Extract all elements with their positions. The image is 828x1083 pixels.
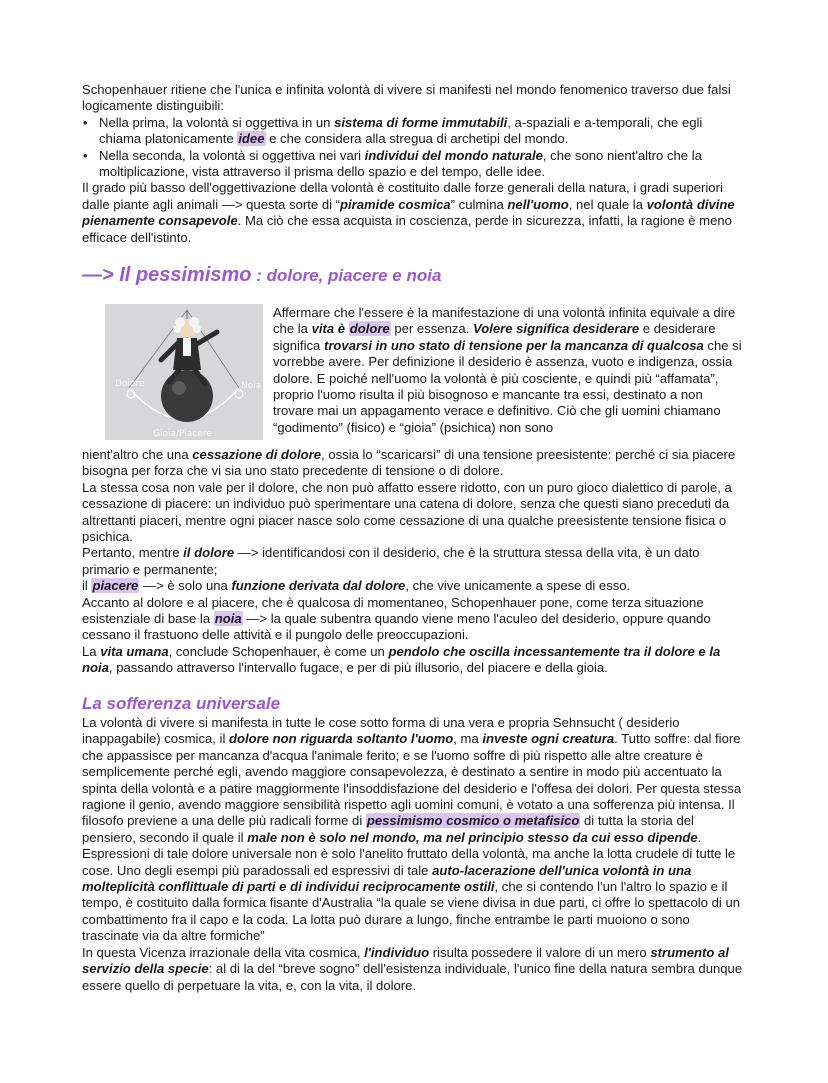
pendulum-illustration bbox=[105, 304, 263, 440]
pendulum-drawing bbox=[105, 304, 263, 440]
list-item: • Nella seconda, la volontà si oggettiva nei vari individui del mondo naturale, che sono nient'altro che la moltiplicazione, vista attraverso il prisma dello spazio e del tempo, delle idee. bbox=[82, 148, 744, 181]
objectification-list bbox=[82, 115, 744, 181]
highlight-piacere: piacere bbox=[92, 578, 139, 594]
highlight-idee: idee bbox=[238, 131, 265, 147]
boredom-paragraph: Accanto al dolore e al piacere, che è qualcosa di momentaneo, Schopenhauer pone, come terza situazione esistenziale di base la noia —> la quale subentra quando viene meno l'aculeo del desiderio, oppure quando cessano il frastuono delle attività e il pungolo delle preoccupazioni. bbox=[82, 594, 711, 643]
therefore-paragraph: Pertanto, mentre il dolore —> identificandosi con il desiderio, che è la struttura stessa della vita, è un dato primario e permanente; bbox=[82, 545, 700, 577]
label-noia: Noia bbox=[241, 381, 262, 391]
highlight-noia: noia bbox=[214, 611, 242, 627]
desire-paragraph: Affermare che l'essere è la manifestazione di una volontà infinita equivale a dire che la vita è dolore per essenza. Volere significa desiderare e desiderare significa trovarsi in uno stato di tensione per la mancanza di qualcosa che si vorrebbe avere. Per definizione il desiderio è assenza, vuoto e indigenza, ossia dolore. E poiché nell'uomo la volontà è più cosciente, e quindi più “affamata”, proprio l'uomo risulta il più bisognoso e mancante tra essi, destinato a non trovare mai un appagamento verace e definitivo. Ciò che gli uomini chiamano “godimento” (fisico) e “gioia” (psichica) non sono bbox=[273, 305, 742, 435]
cosmic-pyramid-paragraph: Il grado più basso dell'oggettivazione della volontà è costituito dalle forze generali della natura, i gradi superiori dalle piante agli animali —> questa sorte di “piramide cosmica” culmina nell'uomo, nel quale la volontà divine pienamente consapevole. Ma ciò che essa acquista in coscienza, perde in sicurezza, infatti, la ragione è meno efficace dell'istinto. bbox=[82, 180, 735, 245]
suffering-body bbox=[82, 715, 744, 994]
individual-paragraph: In questa Vicenza irrazionale della vita cosmica, l'individuo risulta possedere il valore di un mero strumento al servizio della specie: al di la del “breve sogno” dell'esistenza individuale, l'unico fine della natura sembra dunque essere quello di perpetuare la vita, e, con la vita, il dolore. bbox=[82, 944, 743, 993]
list-item: • Nella prima, la volontà si oggettiva in un sistema di forme immutabili, a-spaziali e a-temporali, che egli chiama platonicamente idee e che considera alla stregua di archetipi del mondo. bbox=[82, 115, 744, 148]
universal-suffering-paragraph: La volontà di vivere si manifesta in tutte le cose sotto forma di una vera e propria Sehnsucht ( desiderio inappagabile) cosmica, il dolore non riguarda soltanto l'uomo, ma investe ogni creatura. Tutto soffre: dal fiore che appassisce per mancanza d'acqua l'animale ferito; e se l'uomo soffre di più rispetto alle altre creature è semplicemente perché egli, avendo maggiore consapevolezza, è destinato a sentire in modo più accentuato la spinta della volontà e a patire maggiormente l'insoddisfazione del desiderio e l'offesa dei dolori. Per questa stessa ragione il genio, avendo maggiore sensibilità rispetto agli uomini comuni, è votato a una sofferenza più intensa. Il filosofo previene a una delle più radicali forme di pessimismo cosmico o metafisico di tutta la storia del pensiero, secondo il quale il male non è solo nel mondo, ma nel principio stesso da cui esso dipende. Espressioni di tale dolore universale non è solo l'anelito fruttato della volontà, ma anche la lotta crudele di tutte le cose. Uno degli esempi più paradossali ed espressivi di tale auto-lacerazione dell'unica volontà in una molteplicità conflittuale di parti e di individui reciprocamente ostili, che si contendo l'un l'altro lo spazio e il tempo, è costituito dalla formica fisante d'Australia “la quale se viene divisa in due parti, ci offre lo spettacolo di un combattimento fra il capo e la coda. La lotta può durare a lungo, finche entrambe le parti muoiono o sono trascinate via da altre formiche” bbox=[82, 715, 742, 944]
label-dolore: Dolore bbox=[115, 379, 145, 389]
intro-section bbox=[82, 82, 744, 246]
pleasure-paragraph: il piacere —> è solo una funzione derivata dal dolore, che vive unicamente a spese di esso. bbox=[82, 578, 631, 594]
pain-paragraph: La stessa cosa non vale per il dolore, che non può affatto essere ridotto, con un puro gioco dialettico di parole, a cessazione di piacere: un individuo può sperimentare una catena di dolore, senza che questi siano preceduti da altrettanti piaceri, mentre ogni piacer nasce solo come cessazione di una qualche preesistente tensione fisica o psichica. bbox=[82, 479, 732, 545]
highlight-cosmic-pessimism: pessimismo cosmico o metafisico bbox=[366, 813, 580, 829]
pessimism-body bbox=[82, 447, 744, 677]
pleasure-cessation-paragraph: nient'altro che una cessazione di dolore, ossia lo “scaricarsi” di una tensione preesistente: perché ci sia piacere bisogna per forza che vi sia uno stato precedente di tensione o di dolore. bbox=[82, 447, 736, 479]
section-heading-suffering: La sofferenza universale bbox=[82, 694, 281, 713]
label-gioia-piacere: Gioia/Piacere bbox=[153, 429, 212, 439]
section-heading-pessimism: —> Il pessimismo : dolore, piacere e noia bbox=[82, 264, 442, 286]
highlight-dolore: dolore bbox=[349, 321, 390, 337]
intro-paragraph: Schopenhauer ritiene che l'unica e infinita volontà di vivere si manifesti nel mondo fenomenico traverso due falsi logicamente distinguibili: bbox=[82, 82, 731, 114]
pendulum-paragraph: La vita umana, conclude Schopenhauer, è come un pendolo che oscilla incessantemente tra il dolore e la noia, passando attraverso l'intervallo fugace, e per di più illusorio, del piacere e della gioia. bbox=[82, 643, 721, 676]
